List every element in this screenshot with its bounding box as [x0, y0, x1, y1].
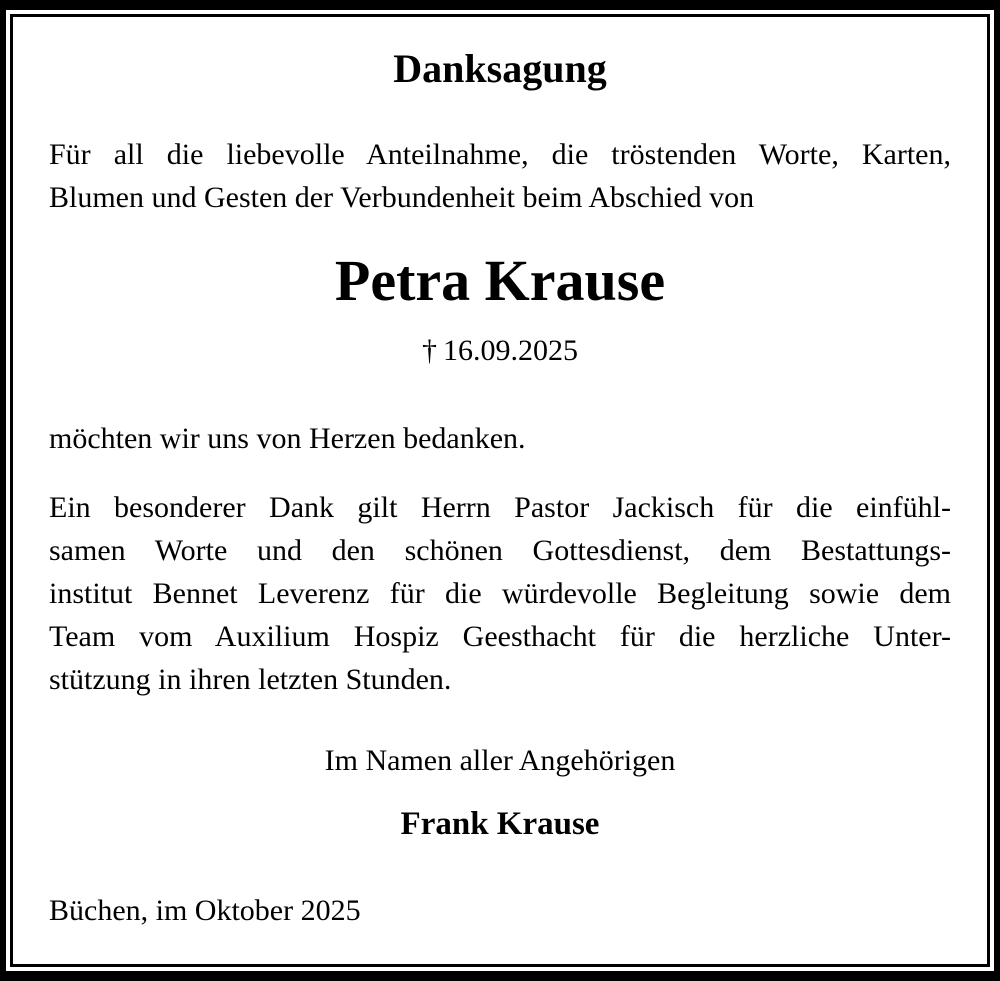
intro-paragraph: [49, 133, 951, 219]
place-and-date: Büchen, im Oktober 2025: [49, 894, 361, 927]
gratitude-line-1: Ein besonderer Dank gilt Herrn Pastor Jackisch für die einfühl-: [49, 491, 951, 524]
notice-content: [10, 14, 990, 967]
frame-gap: [6, 10, 994, 971]
gratitude-line-3: institut Bennet Leverenz für die würdevolle Begleitung sowie dem: [49, 577, 951, 610]
intro-line-1: Für all die liebevolle Anteilnahme, die tröstenden Worte, Karten,: [49, 138, 951, 171]
death-date-row: [49, 331, 951, 371]
on-behalf-line: Im Namen aller Angehörigen: [324, 744, 676, 777]
intro-line-2: Blumen und Gesten der Verbundenheit beim Abschied von: [49, 181, 755, 214]
gratitude-line-2: samen Worte und den schönen Gottesdienst, dem Bestattungs-: [49, 534, 951, 567]
gratitude-line-4: Team vom Auxilium Hospiz Geesthacht für die herzliche Unter-: [49, 620, 951, 653]
gratitude-line-5: stützung in ihren letzten Stunden.: [49, 663, 452, 696]
dagger-icon: †: [422, 334, 437, 367]
thanks-line: möchten wir uns von Herzen bedanken.: [49, 422, 526, 455]
gratitude-paragraph: [49, 486, 951, 701]
notice-title: Danksagung: [393, 46, 607, 91]
deceased-name: Petra Krause: [334, 248, 666, 313]
death-date: 16.09.2025: [443, 334, 578, 367]
mourner-name: Frank Krause: [400, 806, 600, 842]
